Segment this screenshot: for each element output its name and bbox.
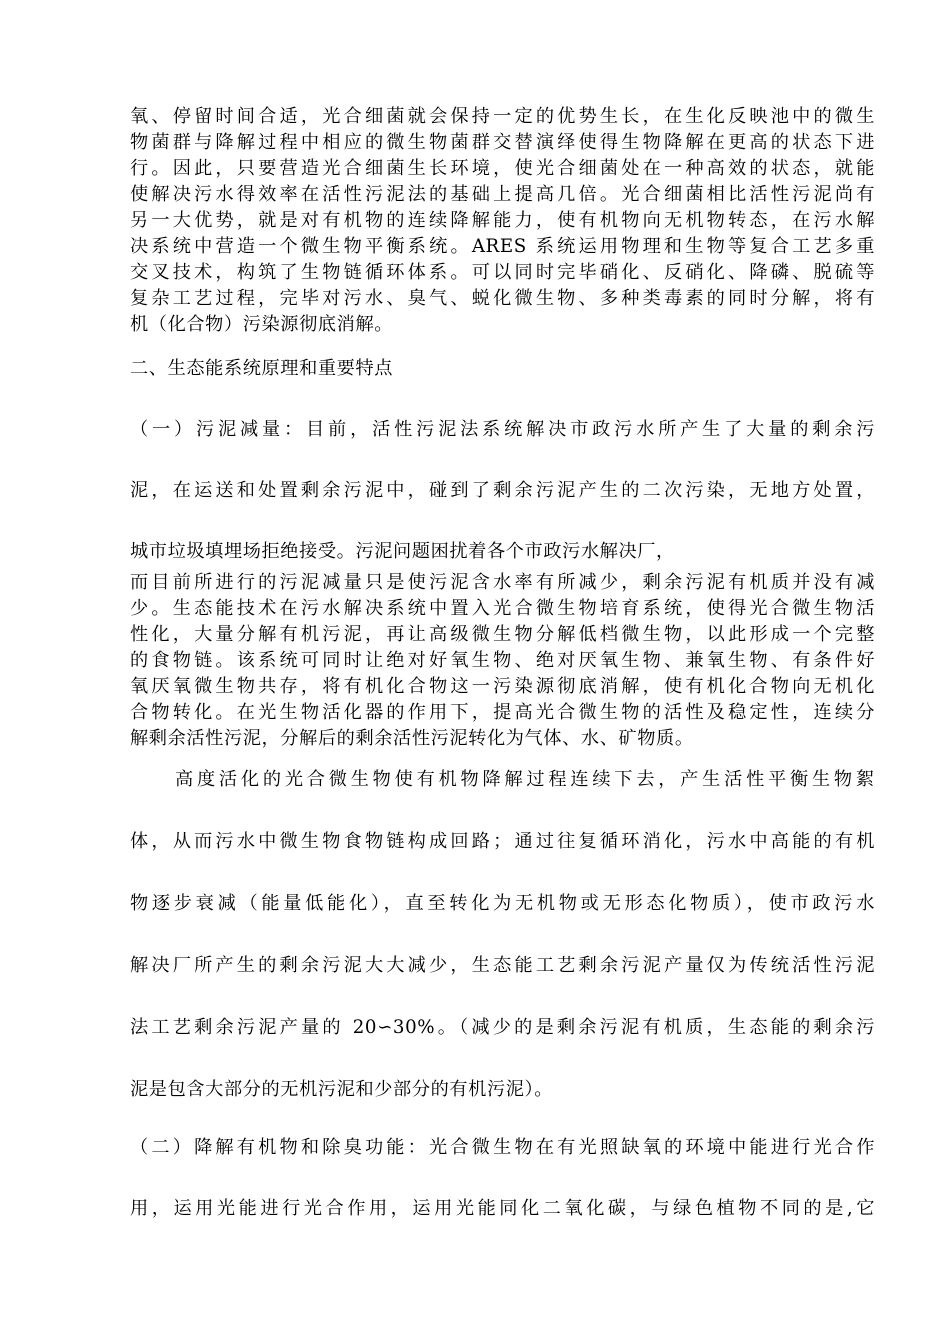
paragraph-line: 行。因此，只要营造光合细菌生长环境，使光合细菌处在一种高效的状态，就能 bbox=[130, 158, 875, 179]
paragraph-line: 合物转化。在光生物活化器的作用下，提高光合微生物的活性及稳定性，连续分 bbox=[130, 702, 875, 723]
paragraph-line: （二）降解有机物和除臭功能：光合微生物在有光照缺氧的环境中能进行光合作 bbox=[130, 1137, 875, 1158]
section-heading: 二、生态能系统原理和重要特点 bbox=[130, 358, 394, 379]
paragraph-line: 氧、停留时间合适，光合细菌就会保持一定的优势生长，在生化反映池中的微生 bbox=[130, 106, 875, 127]
paragraph-line: （一）污泥减量：目前，活性污泥法系统解决市政污水所产生了大量的剩余污 bbox=[130, 419, 875, 440]
paragraph-line: 解决厂所产生的剩余污泥大大减少，生态能工艺剩余污泥产量仅为传统活性污泥 bbox=[130, 955, 875, 976]
paragraph-line: 性化，大量分解有机污泥，再让高级微生物分解低档微生物，以此形成一个完整 bbox=[130, 624, 875, 645]
paragraph-line: 物菌群与降解过程中相应的微生物菌群交替演绎使得生物降解在更高的状态下进 bbox=[130, 132, 875, 153]
paragraph-line: 法工艺剩余污泥产量的 20∽30%。（减少的是剩余污泥有机质，生态能的剩余污 bbox=[130, 1017, 875, 1038]
paragraph-line: 氧厌氧微生物共存，将有机化合物这一污染源彻底消解，使有机化合物向无机化 bbox=[130, 676, 875, 697]
paragraph-line: 解剩余活性污泥，分解后的剩余活性污泥转化为气体、水、矿物质。 bbox=[130, 728, 694, 749]
paragraph-line: 体，从而污水中微生物食物链构成回路；通过往复循环消化，污水中高能的有机 bbox=[130, 831, 875, 852]
paragraph-line: 泥，在运送和处置剩余污泥中，碰到了剩余污泥产生的二次污染，无地方处置， bbox=[130, 480, 875, 501]
paragraph-line: 复杂工艺过程，完毕对污水、臭气、蜕化微生物、多种类毒素的同时分解，将有 bbox=[130, 288, 875, 309]
paragraph-line: 城市垃圾填埋场拒绝接受。污泥问题困扰着各个市政污水解决厂， bbox=[130, 541, 675, 562]
paragraph-line: 另一大优势，就是对有机物的连续降解能力，使有机物向无机物转态，在污水解 bbox=[130, 210, 875, 231]
paragraph-line: 机（化合物）污染源彻底消解。 bbox=[130, 314, 394, 335]
paragraph-line: 交叉技术，构筑了生物链循环体系。可以同时完毕硝化、反硝化、降磷、脱硫等 bbox=[130, 262, 875, 283]
paragraph-line: 而目前所进行的污泥减量只是使污泥含水率有所减少，剩余污泥有机质并没有减 bbox=[130, 572, 875, 593]
paragraph-line: 高度活化的光合微生物使有机物降解过程连续下去，产生活性平衡生物絮 bbox=[175, 769, 875, 790]
paragraph-line: 少。生态能技术在污水解决系统中置入光合微生物培育系统，使得光合微生物活 bbox=[130, 598, 875, 619]
paragraph-line: 泥是包含大部分的无机污泥和少部分的有机污泥）。 bbox=[130, 1079, 554, 1100]
paragraph-line: 使解决污水得效率在活性污泥法的基础上提高几倍。光合细菌相比活性污泥尚有 bbox=[130, 184, 875, 205]
paragraph-line: 决系统中营造一个微生物平衡系统。ARES 系统运用物理和生物等复合工艺多重 bbox=[130, 236, 875, 257]
paragraph-line: 的食物链。该系统可同时让绝对好氧生物、绝对厌氧生物、兼氧生物、有条件好 bbox=[130, 650, 875, 671]
paragraph-line: 用，运用光能进行光合作用，运用光能同化二氧化碳，与绿色植物不同的是,它 bbox=[130, 1198, 875, 1219]
paragraph-line: 物逐步衰减（能量低能化），直至转化为无机物或无形态化物质），使市政污水 bbox=[130, 893, 875, 914]
